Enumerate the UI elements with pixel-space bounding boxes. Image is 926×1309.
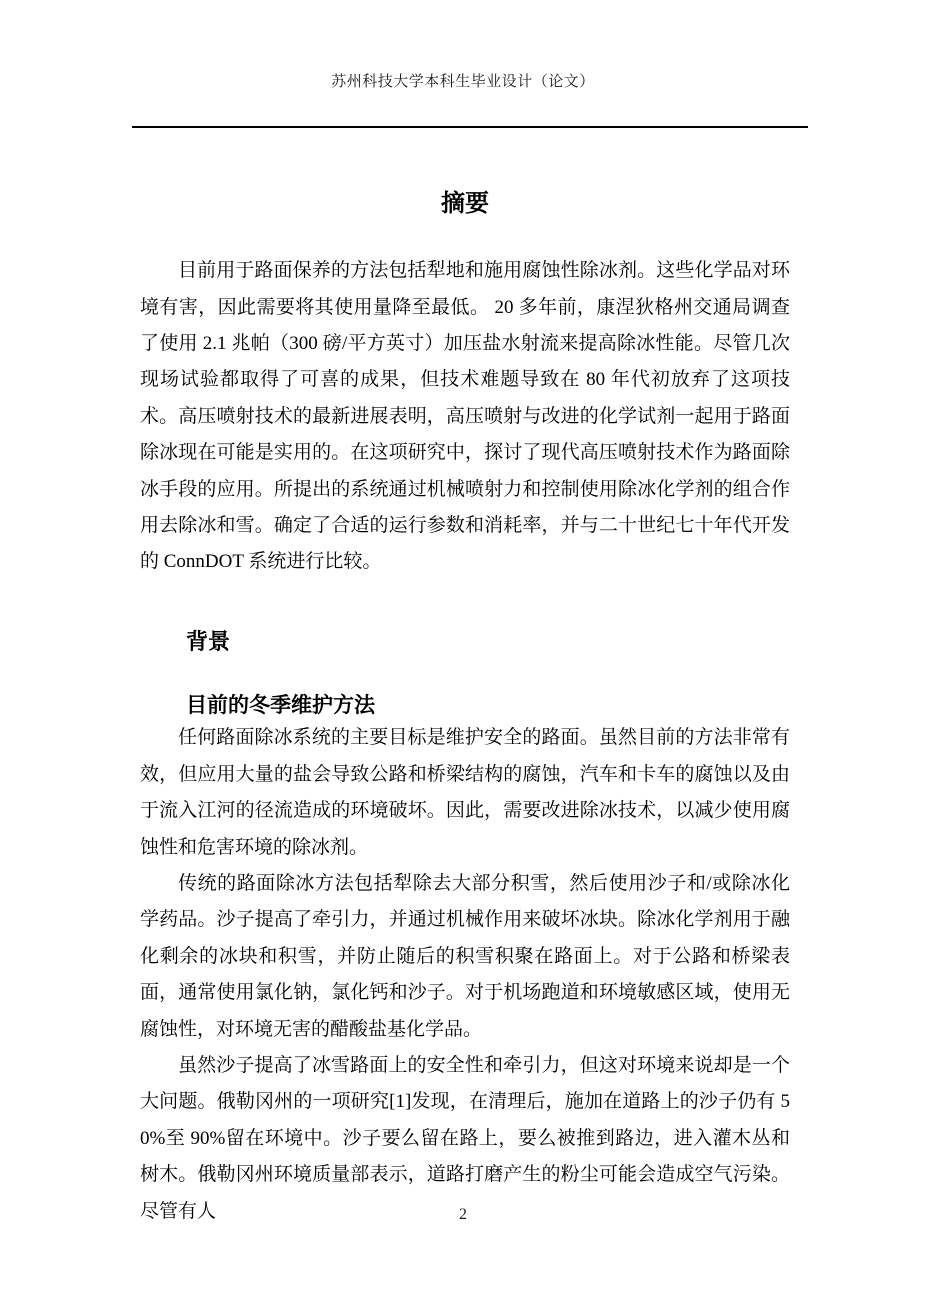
abstract-paragraph: 目前用于路面保养的方法包括犁地和施用腐蚀性除冰剂。这些化学品对环境有害，因此需要将其使用量降至最低。 20 多年前，康涅狄格州交通局调查了使用 2.1 兆帕（300 磅/平方英寸）加压盐水射流来提高除冰性能。尽管几次现场试验都取得了可喜的成果，但技术难题导致在 80 年代初放弃了这项技术。高压喷射技术的最新进展表明，高压喷射与改进的化学试剂一起用于路面除冰现在可能是实用的。在这项研究中，探讨了现代高压喷射技术作为路面除冰手段的应用。所提出的系统通过机械喷射力和控制使用除冰化学剂的组合作用去除冰和雪。确定了合适的运行参数和消耗率，并与二十世纪七十年代开发的 ConnDOT 系统进行比较。 [140, 260, 790, 573]
abstract-title: 摘要 [441, 190, 489, 217]
running-header: 苏州科技大学本科生毕业设计（论文） [331, 74, 595, 90]
body-paragraph: 任何路面除冰系统的主要目标是维护安全的路面。虽然目前的方法非常有效，但应用大量的盐会导致公路和桥梁结构的腐蚀，汽车和卡车的腐蚀以及由于流入江河的径流造成的环境破坏。因此，需要改进除冰技术，以减少使用腐蚀性和危害环境的除冰剂。 [140, 727, 790, 858]
section-heading-background: 背景 [186, 628, 231, 654]
page-number: 2 [459, 1206, 467, 1223]
document-content [140, 0, 790, 1230]
body-paragraph: 传统的路面除冰方法包括犁除去大部分积雪，然后使用沙子和/或除冰化学药品。沙子提高了牵引力，并通过机械作用来破坏冰块。除冰化学剂用于融化剩余的冰块和积雪，并防止随后的积雪积聚在路面上。对于公路和桥梁表面，通常使用氯化钠，氯化钙和沙子。对于机场跑道和环境敏感区域，使用无腐蚀性，对环境无害的醋酸盐基化学品。 [140, 873, 790, 1040]
subsection-heading-current-winter-maintenance: 目前的冬季维护方法 [186, 694, 375, 718]
body-paragraph: 虽然沙子提高了冰雪路面上的安全性和牵引力，但这对环境来说却是一个大问题。俄勒冈州的一项研究[1]发现，在清理后，施加在道路上的沙子仍有 50%至 90%留在环境中。沙子要么留在路上，要么被推到路边，进入灌木丛和树木。俄勒冈州环境质量部表示，道路打磨产生的粉尘可能会造成空气污染。尽管有人 [140, 1055, 790, 1222]
